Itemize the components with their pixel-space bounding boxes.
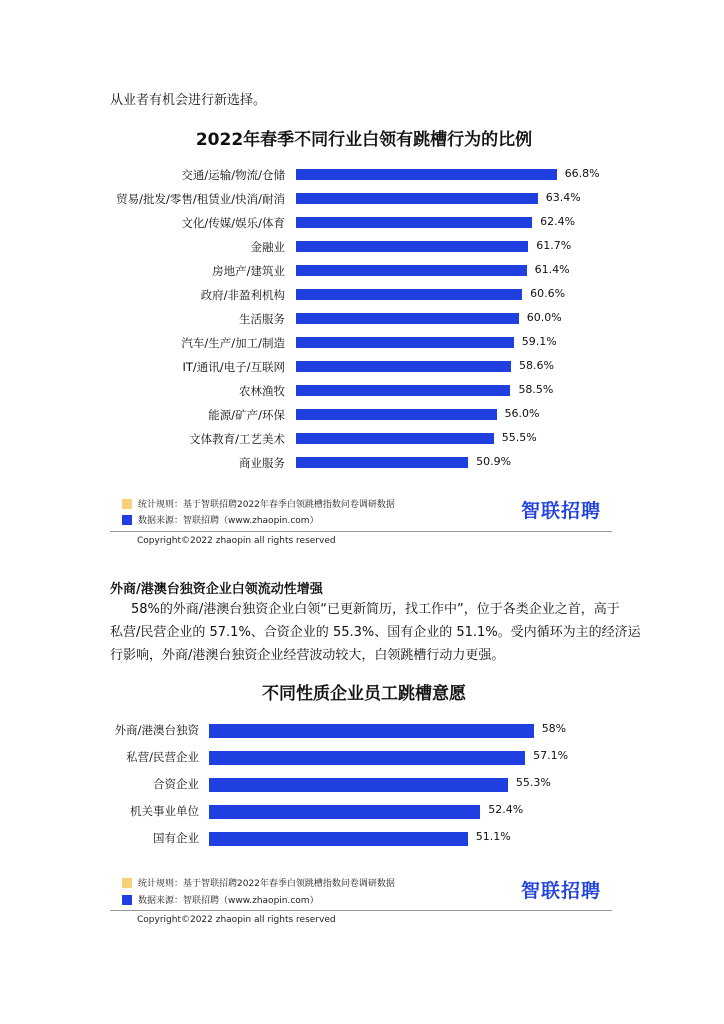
bar bbox=[296, 217, 532, 228]
category-label: 政府/非盈利机构 bbox=[200, 288, 285, 302]
chart1-footer-divider bbox=[110, 531, 612, 532]
bar bbox=[296, 409, 497, 420]
chart1-legend-rule bbox=[122, 497, 395, 510]
value-label: 59.1% bbox=[521, 335, 557, 348]
category-label: 文体教育/工艺美术 bbox=[189, 432, 285, 446]
bar bbox=[209, 724, 534, 738]
section-paragraph-line3: 行影响，外商/港澳台独资企业经营波动较大，白领跳槽行动力更强。 bbox=[110, 648, 505, 663]
chart2-zhaopin-logo: 智联招聘 bbox=[521, 880, 602, 902]
bar bbox=[296, 433, 494, 444]
bar bbox=[209, 751, 525, 765]
category-label: 汽车/生产/加工/制造 bbox=[181, 336, 285, 350]
category-label: 文化/传媒/娱乐/体育 bbox=[181, 216, 285, 230]
value-label: 61.7% bbox=[536, 239, 572, 252]
section-paragraph-line2: 私营/民营企业的 57.1%、合资企业的 55.3%、国有企业的 51.1%。受内循环为主的经济运 bbox=[110, 625, 641, 640]
bar bbox=[296, 361, 511, 372]
chart1-legend-source bbox=[122, 513, 319, 526]
legend-swatch-rule bbox=[122, 499, 132, 509]
bar bbox=[296, 241, 528, 252]
value-label: 60.0% bbox=[526, 311, 562, 324]
category-label: 合资企业 bbox=[153, 777, 199, 791]
value-label: 62.4% bbox=[540, 215, 576, 228]
chart2-footer-divider bbox=[110, 910, 612, 911]
value-label: 58% bbox=[541, 722, 567, 735]
category-label: IT/通讯/电子/互联网 bbox=[182, 360, 285, 374]
category-label: 能源/矿产/环保 bbox=[208, 408, 285, 422]
category-label: 外商/港澳台独资 bbox=[114, 723, 199, 737]
value-label: 55.3% bbox=[515, 776, 551, 789]
chart1-legend-source-text: 数据来源：智联招聘（www.zhaopin.com） bbox=[138, 516, 319, 526]
section-paragraph-line1: 58%的外商/港澳台独资企业白领“已更新简历，找工作中”，位于各类企业之首，高于 bbox=[131, 602, 620, 617]
chart1-zhaopin-logo: 智联招聘 bbox=[521, 500, 602, 522]
bar bbox=[209, 832, 468, 846]
legend-swatch-source bbox=[122, 515, 132, 525]
category-label: 房地产/建筑业 bbox=[212, 264, 285, 278]
bar bbox=[296, 289, 522, 300]
chart2-title: 不同性质企业员工跳槽意愿 bbox=[262, 684, 466, 704]
chart2-copyright: Copyright©2022 zhaopin all rights reserved bbox=[137, 915, 336, 925]
value-label: 66.8% bbox=[564, 167, 600, 180]
category-label: 贸易/批发/零售/租赁业/快消/耐消 bbox=[116, 192, 285, 206]
bar bbox=[296, 385, 510, 396]
chart1-title: 2022年春季不同行业白领有跳槽行为的比例 bbox=[195, 130, 533, 150]
value-label: 58.6% bbox=[519, 359, 554, 372]
chart1-copyright: Copyright©2022 zhaopin all rights reserved bbox=[137, 536, 336, 546]
legend-swatch-rule bbox=[122, 878, 132, 888]
bar bbox=[296, 337, 514, 348]
category-label: 交通/运输/物流/仓储 bbox=[181, 168, 285, 182]
value-label: 60.6% bbox=[530, 287, 566, 300]
bar bbox=[296, 265, 527, 276]
category-label: 商业服务 bbox=[239, 456, 285, 470]
legend-swatch-source bbox=[122, 895, 132, 905]
value-label: 57.1% bbox=[533, 749, 569, 762]
category-label: 农林渔牧 bbox=[239, 384, 285, 398]
value-label: 50.9% bbox=[476, 455, 512, 468]
chart1-legend-rule-text: 统计规则：基于智联招聘2022年春季白领跳槽指数问卷调研数据 bbox=[138, 500, 395, 510]
value-label: 63.4% bbox=[545, 191, 581, 204]
bar bbox=[296, 313, 519, 324]
category-label: 金融业 bbox=[250, 240, 285, 254]
category-label: 生活服务 bbox=[239, 312, 285, 326]
chart2-legend-source bbox=[122, 893, 319, 906]
bar bbox=[209, 778, 508, 792]
value-label: 52.4% bbox=[488, 803, 524, 816]
category-label: 私营/民营企业 bbox=[126, 750, 199, 764]
category-label: 机关事业单位 bbox=[130, 804, 199, 818]
bar bbox=[296, 193, 538, 204]
bar bbox=[296, 169, 557, 180]
category-label: 国有企业 bbox=[153, 831, 199, 845]
value-label: 51.1% bbox=[475, 830, 511, 843]
chart2-legend-rule bbox=[122, 876, 395, 889]
bar bbox=[209, 805, 480, 819]
intro-text: 从业者有机会进行新选择。 bbox=[110, 93, 267, 108]
chart2-legend-rule-text: 统计规则：基于智联招聘2022年春季白领跳槽指数问卷调研数据 bbox=[138, 879, 395, 889]
section-heading: 外商/港澳台独资企业白领流动性增强 bbox=[110, 582, 323, 597]
value-label: 58.5% bbox=[518, 383, 554, 396]
value-label: 55.5% bbox=[501, 431, 537, 444]
chart2-legend-source-text: 数据来源：智联招聘（www.zhaopin.com） bbox=[138, 896, 319, 906]
value-label: 56.0% bbox=[504, 407, 540, 420]
bar bbox=[296, 457, 468, 468]
value-label: 61.4% bbox=[534, 263, 570, 276]
